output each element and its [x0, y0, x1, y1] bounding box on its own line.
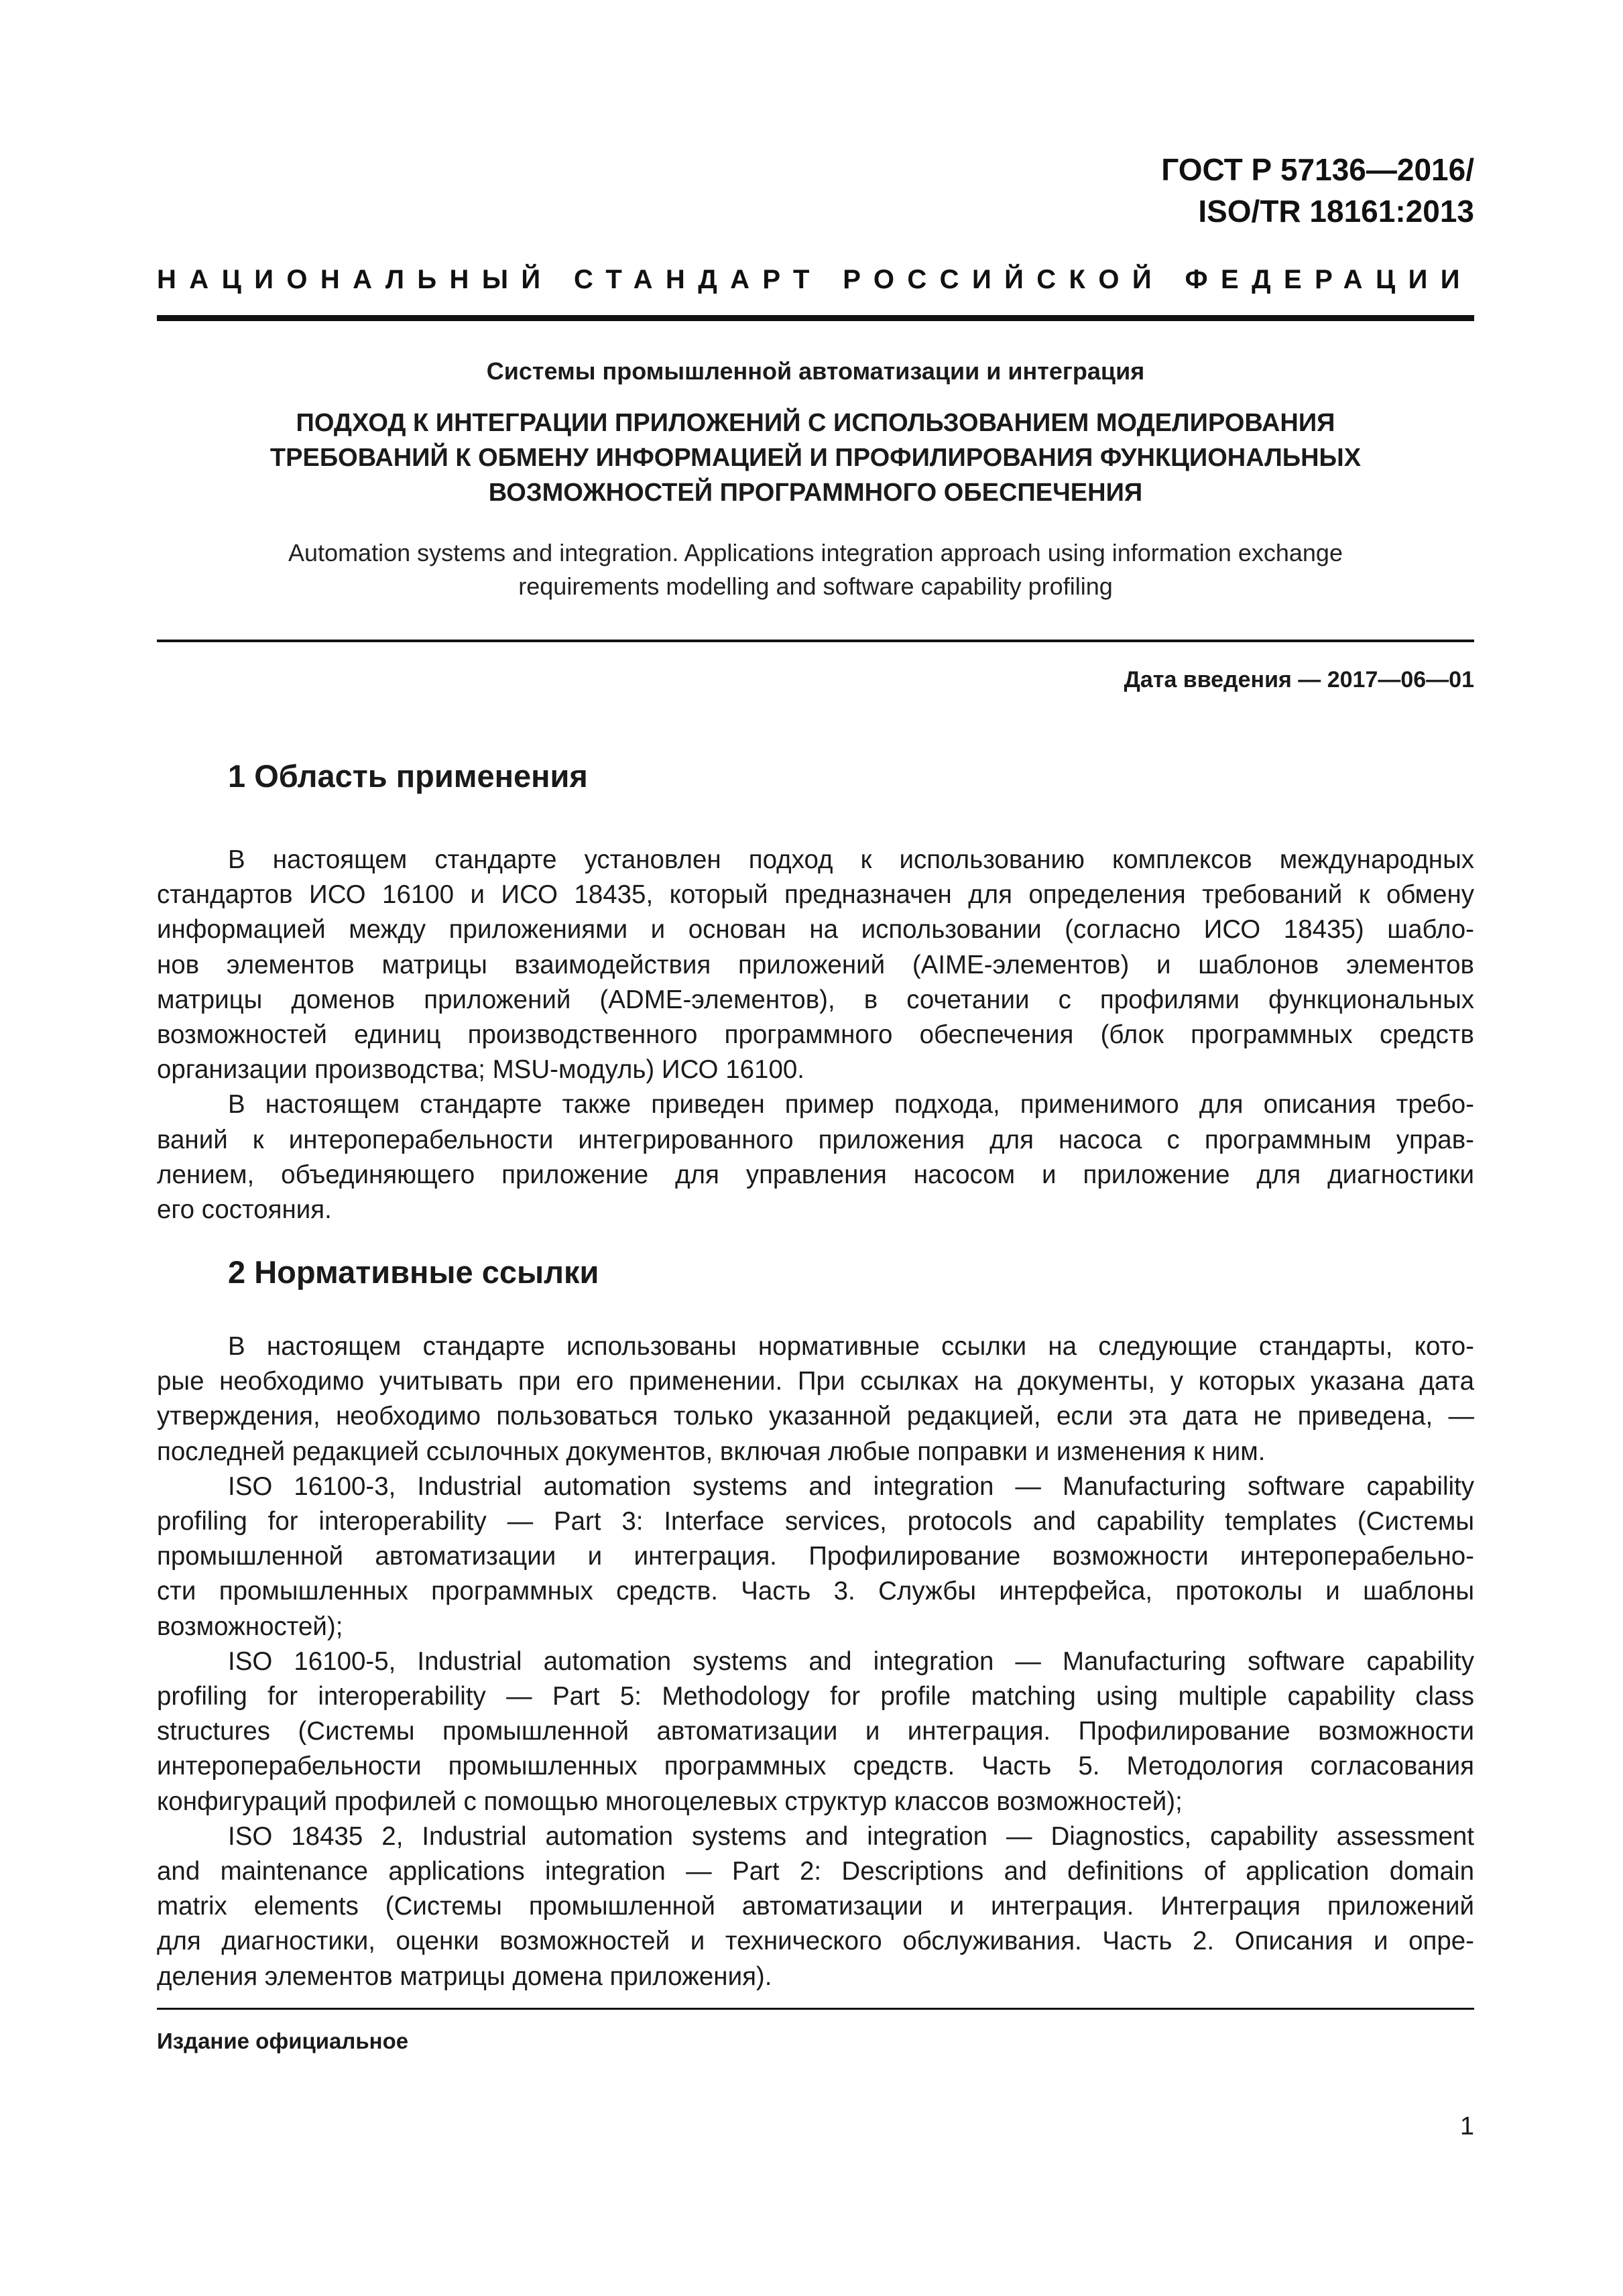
paragraph — [157, 843, 1474, 1087]
section-body-normative-references — [157, 1329, 1474, 1994]
text-line: ваний к интероперабельности интегрированного приложения для насоса с программным управ- — [157, 1125, 1474, 1154]
reference-item — [157, 1469, 1474, 1644]
text-line: structures (Системы промышленной автоматизации и интеграция. Профилирование возможности — [157, 1717, 1474, 1746]
designation-line-1: ГОСТ Р 57136—2016/ — [1161, 152, 1474, 187]
english-title — [157, 536, 1474, 603]
text-line: ISO 18435 2, Industrial automation systems and integration — Diagnostics, capability assessment — [228, 1821, 1474, 1851]
text-line: интероперабельности промышленных программных средств. Часть 5. Методология согласования — [157, 1752, 1474, 1781]
text-line: информацией между приложениями и основан на использовании (согласно ИСО 18435) шабло- — [157, 915, 1474, 945]
section-heading-normative-references: 2 Нормативные ссылки — [228, 1254, 599, 1290]
text-line: profiling for interoperability — Part 3: Interface services, protocols and capability templates (Системы — [157, 1507, 1474, 1536]
text-line: матрицы доменов приложений (ADME-элементов), в сочетании с профилями функциональных — [157, 985, 1474, 1014]
reference-item — [157, 1819, 1474, 1994]
text-line: утверждения, необходимо пользоваться только указанной редакцией, если эта дата не приведена, — — [157, 1402, 1474, 1431]
standard-designation — [1161, 149, 1474, 232]
paragraph — [157, 1329, 1474, 1469]
text-line: and maintenance applications integration — Part 2: Descriptions and definitions of application domain — [157, 1857, 1474, 1886]
reference-item — [157, 1644, 1474, 1819]
section-body-scope — [157, 843, 1474, 1227]
text-line: возможностей единиц производственного программного обеспечения (блок программных средств — [157, 1020, 1474, 1050]
text-line: стандартов ИСО 16100 и ИСО 18435, который предназначен для определения требований к обмену — [157, 880, 1474, 910]
text-line: возможностей); — [157, 1612, 343, 1641]
text-line: В настоящем стандарте также приведен пример подхода, применимого для описания требо- — [228, 1090, 1474, 1120]
text-line: В настоящем стандарте использованы нормативные ссылки на следующие стандарты, кото- — [228, 1332, 1474, 1361]
section-heading-scope: 1 Область применения — [228, 758, 588, 794]
english-title-line: requirements modelling and software capability profiling — [518, 572, 1113, 600]
designation-line-2: ISO/TR 18161:2013 — [1198, 194, 1474, 229]
text-line: последней редакцией ссылочных документов, включая любые поправки и изменения к ним. — [157, 1437, 1266, 1466]
main-title-line: ПОДХОД К ИНТЕГРАЦИИ ПРИЛОЖЕНИЙ С ИСПОЛЬЗОВАНИЕМ МОДЕЛИРОВАНИЯ — [296, 409, 1335, 437]
main-title-line: ТРЕБОВАНИЙ К ОБМЕНУ ИНФОРМАЦИЕЙ И ПРОФИЛИРОВАНИЯ ФУНКЦИОНАЛЬНЫХ — [269, 444, 1362, 472]
text-line: profiling for interoperability — Part 5: Methodology for profile matching using multiple capability class — [157, 1682, 1474, 1711]
footer-rule — [157, 2008, 1474, 2010]
text-line: нов элементов матрицы взаимодействия приложений (AIME-элементов) и шаблонов элементов — [157, 950, 1474, 979]
title-rule — [157, 640, 1474, 642]
official-edition-label: Издание официальное — [157, 2029, 409, 2053]
text-line: лением, объединяющего приложение для управления насосом и приложение для диагностики — [157, 1160, 1474, 1189]
text-line: В настоящем стандарте установлен подход к использованию комплексов международных — [228, 845, 1474, 874]
header-rule — [157, 315, 1474, 321]
text-line: ISO 16100-3, Industrial automation systems and integration — Manufacturing software capability — [228, 1471, 1474, 1501]
introduction-date: Дата введения — 2017—06—01 — [1124, 667, 1474, 692]
text-line: организации производства; MSU-модуль) ИСО 16100. — [157, 1055, 804, 1085]
national-standard-banner: НАЦИОНАЛЬНЫЙ СТАНДАРТ РОССИЙСКОЙ ФЕДЕРАЦИИ — [157, 265, 1473, 294]
text-line: рые необходимо учитывать при его применении. При ссылках на документы, у которых указана дата — [157, 1367, 1474, 1396]
page-number: 1 — [1459, 2112, 1474, 2140]
paragraph — [157, 1087, 1474, 1227]
english-title-line: Automation systems and integration. Applications integration approach using information exchange — [288, 539, 1343, 566]
main-title-line: ВОЗМОЖНОСТЕЙ ПРОГРАММНОГО ОБЕСПЕЧЕНИЯ — [488, 479, 1143, 507]
text-line: деления элементов матрицы домена приложения). — [157, 1961, 772, 1991]
text-line: конфигураций профилей с помощью многоцелевых структур классов возможностей); — [157, 1787, 1183, 1816]
text-line: для диагностики, оценки возможностей и технического обслуживания. Часть 2. Описания и опре- — [157, 1927, 1474, 1956]
text-line: сти промышленных программных средств. Часть 3. Службы интерфейса, протоколы и шаблоны — [157, 1577, 1474, 1606]
text-line: ISO 16100-5, Industrial automation systems and integration — Manufacturing software capability — [228, 1646, 1474, 1676]
main-title — [157, 406, 1474, 510]
text-line: промышленной автоматизации и интеграция. Профилирование возможности интероперабельно- — [157, 1542, 1474, 1571]
system-title: Системы промышленной автоматизации и интеграция — [486, 357, 1145, 385]
text-line: его состояния. — [157, 1195, 332, 1225]
text-line: matrix elements (Системы промышленной автоматизации и интеграция. Интеграция приложений — [157, 1892, 1474, 1921]
